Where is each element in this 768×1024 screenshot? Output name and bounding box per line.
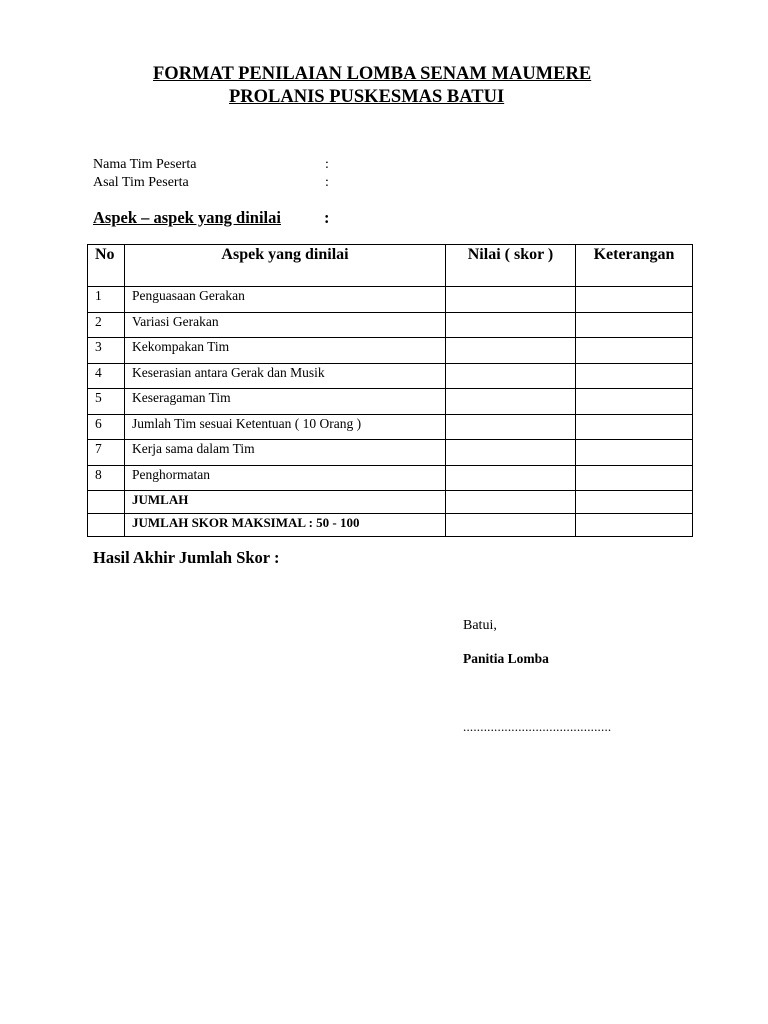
row-number: 5 — [88, 389, 125, 415]
header-score: Nilai ( skor ) — [446, 245, 576, 287]
max-number-cell — [88, 514, 125, 537]
row-number: 3 — [88, 338, 125, 364]
row-aspect: Jumlah Tim sesuai Ketentuan ( 10 Orang ) — [125, 414, 446, 440]
committee-label: Panitia Lomba — [463, 651, 549, 666]
total-row — [88, 491, 693, 514]
row-number: 2 — [88, 312, 125, 338]
table-row — [88, 338, 693, 364]
table-row — [88, 363, 693, 389]
max-score-row — [88, 514, 693, 537]
table-row — [88, 389, 693, 415]
notes-cell[interactable] — [576, 465, 693, 491]
team-name-colon: : — [325, 157, 329, 172]
max-notes-cell[interactable] — [576, 514, 693, 537]
team-name-label: Nama Tim Peserta — [93, 157, 197, 172]
total-label: JUMLAH — [125, 491, 446, 514]
row-number: 7 — [88, 440, 125, 466]
form-title: FORMAT PENILAIAN LOMBA SENAM MAUMERE — [153, 64, 592, 84]
total-score-cell[interactable] — [446, 491, 576, 514]
notes-cell[interactable] — [576, 440, 693, 466]
max-score-label: JUMLAH SKOR MAKSIMAL : 50 - 100 — [125, 514, 446, 537]
row-number: 6 — [88, 414, 125, 440]
signature-line: ........................................... — [463, 719, 612, 734]
row-aspect: Kerja sama dalam Tim — [125, 440, 446, 466]
row-aspect: Variasi Gerakan — [125, 312, 446, 338]
header-no: No — [88, 245, 125, 287]
scoring-table — [87, 244, 693, 537]
score-cell[interactable] — [446, 338, 576, 364]
notes-cell[interactable] — [576, 389, 693, 415]
table-header-row — [88, 245, 693, 287]
final-score-label: Hasil Akhir Jumlah Skor : — [93, 548, 280, 567]
table-row — [88, 312, 693, 338]
aspects-colon: : — [324, 208, 330, 227]
aspects-heading: Aspek – aspek yang dinilai — [93, 208, 281, 227]
score-cell[interactable] — [446, 389, 576, 415]
score-cell[interactable] — [446, 440, 576, 466]
row-aspect: Keserasian antara Gerak dan Musik — [125, 363, 446, 389]
notes-cell[interactable] — [576, 312, 693, 338]
notes-cell[interactable] — [576, 338, 693, 364]
row-number: 4 — [88, 363, 125, 389]
notes-cell[interactable] — [576, 287, 693, 313]
total-notes-cell[interactable] — [576, 491, 693, 514]
row-aspect: Keseragaman Tim — [125, 389, 446, 415]
notes-cell[interactable] — [576, 363, 693, 389]
score-cell[interactable] — [446, 363, 576, 389]
row-number: 8 — [88, 465, 125, 491]
row-number: 1 — [88, 287, 125, 313]
total-number-cell — [88, 491, 125, 514]
row-aspect: Kekompakan Tim — [125, 338, 446, 364]
row-aspect: Penguasaan Gerakan — [125, 287, 446, 313]
team-origin-label: Asal Tim Peserta — [93, 175, 189, 190]
row-aspect: Penghormatan — [125, 465, 446, 491]
table-row — [88, 414, 693, 440]
header-notes: Keterangan — [576, 245, 693, 287]
score-cell[interactable] — [446, 287, 576, 313]
score-cell[interactable] — [446, 465, 576, 491]
form-subtitle: PROLANIS PUSKESMAS BATUI — [229, 87, 505, 107]
max-score-cell[interactable] — [446, 514, 576, 537]
notes-cell[interactable] — [576, 414, 693, 440]
team-origin-colon: : — [325, 175, 329, 190]
header-aspect: Aspek yang dinilai — [125, 245, 446, 287]
score-cell[interactable] — [446, 312, 576, 338]
table-row — [88, 440, 693, 466]
table-row — [88, 287, 693, 313]
table-row — [88, 465, 693, 491]
score-cell[interactable] — [446, 414, 576, 440]
place-text: Batui, — [463, 618, 497, 633]
